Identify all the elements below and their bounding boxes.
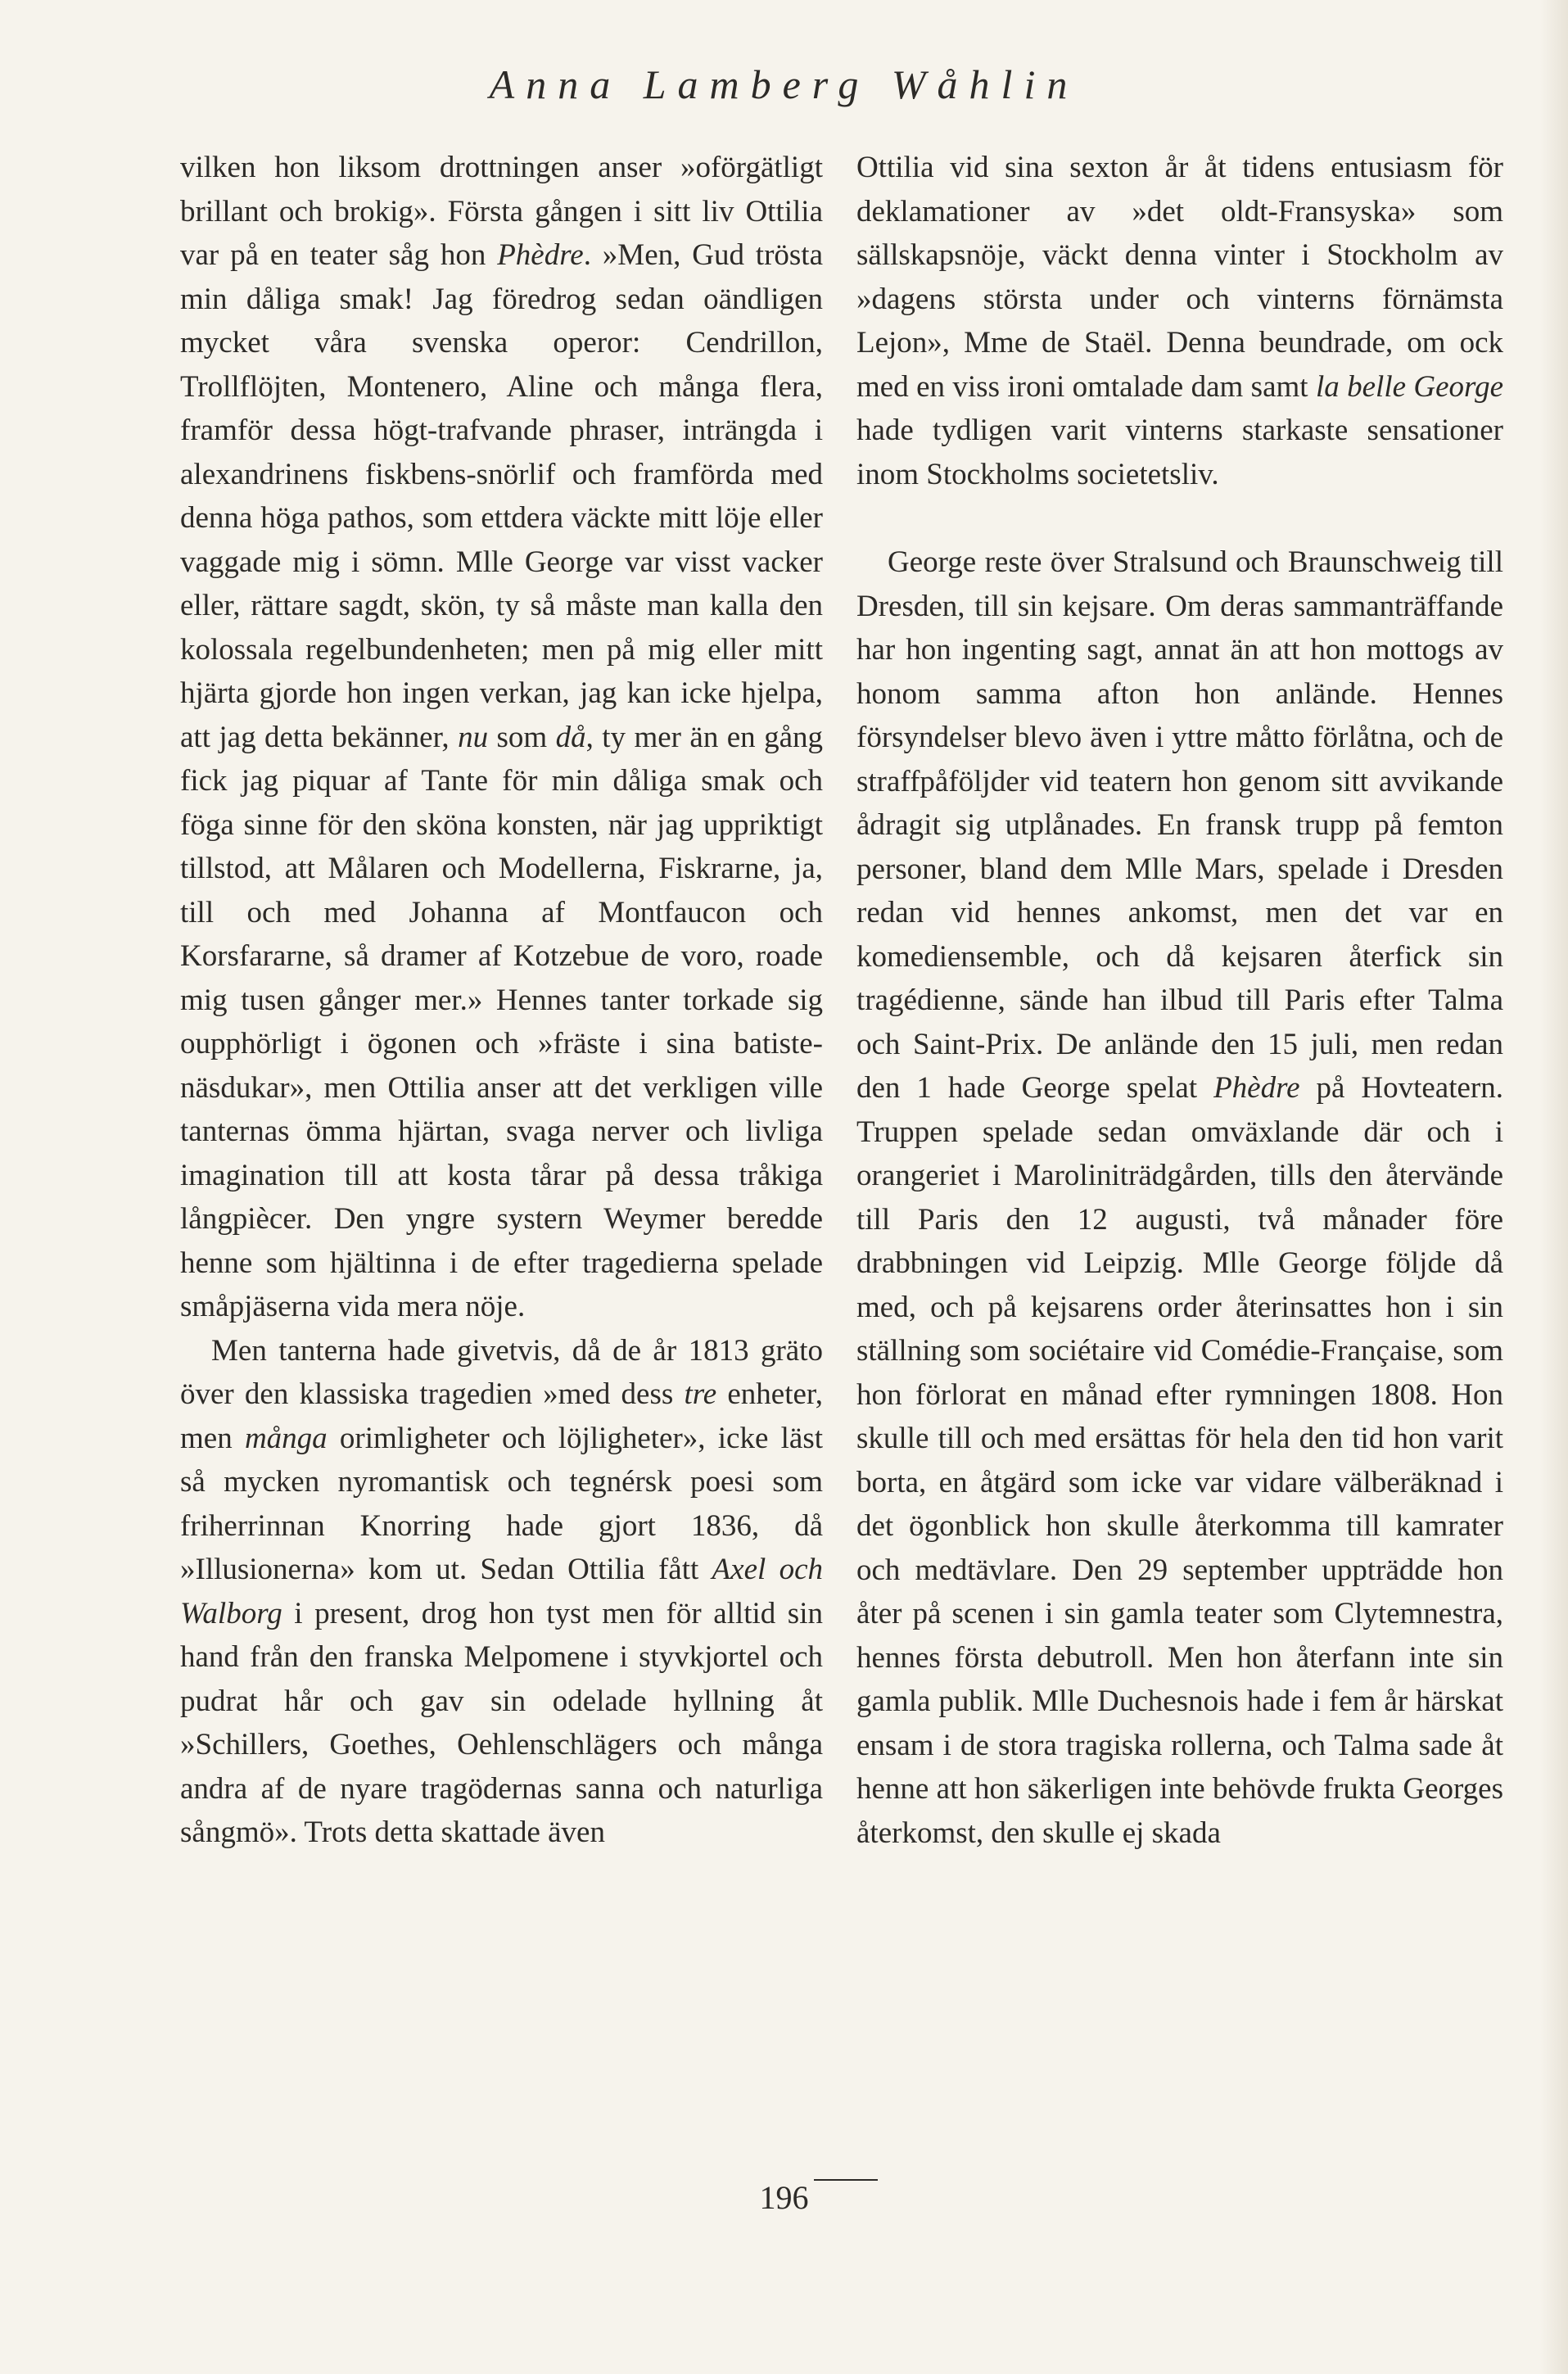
italic-word: tre <box>684 1377 717 1411</box>
text-run: hade tydligen varit vinterns starkaste sensationer inom Stockholms societetsliv. <box>856 414 1503 491</box>
text-run: George reste över Stralsund och Braunschweig till Dresden, till sin kejsare. Om deras sammanträffande har hon ingenting sagt, annat än att hon mottogs av honom samma afton hon anlände. Hennes försyndelser blevo även i yttre måtto förlåtna, och de straffpåföljder vid teatern hon genom sitt avvikande ådragit sig utplånades. En fransk trupp på femton personer, bland dem Mlle Mars, spelade i Dresden redan vid hennes ankomst, men det var en komediensemble, och då kejsaren återfick sin tragédienne, sände han ilbud till Paris efter Talma och Saint-Prix. De anlände den 15 juli, men redan den 1 hade George spelat <box>856 545 1503 1105</box>
text-run: vilken hon liksom drottningen anser »oförgätligt brillant och brokig». Första gången i sitt liv Ottilia var på en teater såg hon <box>180 151 823 272</box>
italic-word: då <box>555 720 586 754</box>
text-run: enheter, men <box>180 1377 823 1455</box>
page-edge-shadow <box>1540 0 1568 2374</box>
text-run: orimligheter och löjligheter», icke läst så mycken nyromantisk och tegnérsk poesi som friherrinnan Knorring hade gjort 1836, då »Illusionerna» kom ut. Sedan Ottilia fått <box>180 1421 824 1586</box>
paragraph <box>180 146 823 1329</box>
italic-title: Axel och Walborg <box>180 1553 823 1630</box>
italic-word: nu <box>458 720 489 754</box>
text-run: på Hovteatern. Truppen spelade sedan omväxlande där och i orangeriet i Maroliniträdgården, tills den återvände till Paris den 12 augusti, två månader före drabbningen vid Leipzig. Mlle George följde då med, och på kejsarens order återinsattes hon i sin ställning som sociétaire vid Comédie-Française, som hon förlorat en månad efter rymningen 1808. Hon skulle till och med ersättas för hela den tid hon varit borta, en åtgärd som icke var vidare välberäknad i det ögonblick hon skulle återkomma till kamrater och medtävlare. Den 29 september uppträdde hon åter på scenen i sin gamla teater som Clytemnestra, hennes första debutroll. Men hon återfann inte sin gamla publik. Mlle Duchesnois hade i fem år härskat ensam i de stora tragiska rollerna, och Talma sade åt henne att hon säkerligen inte behövde frukta Georges återkomst, den skulle ej skada <box>856 1071 1503 1850</box>
italic-title: Phèdre <box>497 238 584 272</box>
text-run: , ty mer än en gång fick jag piquar af Tante för min dåliga smak och föga sinne för den sköna konsten, när jag uppriktigt tillstod, att Målaren och Modellerna, Fiskrarne, ja, till och med Johanna af Montfaucon och Korsfararne, så dramer af Kotzebue de voro, roade mig tusen gånger mer.» Hennes tanter torkade sig oupphörligt i ögonen och »fräste i sina batiste-näsdukar», men Ottilia anser att det verkligen ville tanternas ömma hjärtan, svaga nerver och livliga imagination till att kosta tårar på dessa tråkiga långpiècer. Den yngre systern Weymer beredde henne som hjältinna i de efter tragedierna spelade småpjäserna vida mera nöje. <box>180 720 823 1323</box>
paragraph <box>180 1329 823 1855</box>
page-number: 196 <box>759 2179 809 2216</box>
italic-name: la belle George <box>1315 369 1503 404</box>
italic-word: många <box>244 1421 328 1455</box>
running-header: Anna Lamberg Wåhlin <box>489 61 1079 107</box>
right-column <box>856 146 1503 1855</box>
paragraph <box>856 146 1503 496</box>
italic-title: Phèdre <box>1213 1071 1300 1105</box>
left-column <box>180 146 823 1855</box>
text-run: som <box>488 720 556 754</box>
text-run: i present, drog hon tyst men för alltid sin hand från den franska Melpomene i styvkjortel och pudrat hår och gav sin odelade hyllning åt »Schillers, Goethes, Oehlenschlägers och många andra af de nyare tragödernas sanna och naturliga sångmö». Trots detta skattade även <box>180 1596 823 1849</box>
paragraph <box>856 540 1503 1855</box>
text-run: Men tanterna hade givetvis, då de år 1813 gräto över den klassiska tragedien »med dess <box>180 1333 823 1411</box>
text-run: Ottilia vid sina sexton år åt tidens entusiasm för deklamationer av »det oldt-Fransyska» som sällskapsnöje, väckt denna vinter i Stockholm av »dagens största under och vinterns förnämsta Lejon», Mme de Staël. Denna beundrade, om ock med en viss ironi omtalade dam samt <box>856 151 1503 404</box>
text-run: . »Men, Gud trösta min dåliga smak! Jag föredrog sedan oändligen mycket våra svenska operor: Cendrillon, Trollflöjten, Montenero, Aline och många flera, framför dessa högt-trafvande phraser, inträngda i alexandrinens fiskbens-snörlif och framförda med denna höga pathos, som ettdera väckte mitt löje eller vaggade mig i sömn. Mlle George var visst vacker eller, rättare sagdt, skön, ty så måste man kalla den kolossala regelbundenheten; men på mig eller mitt hjärta gjorde hon ingen verkan, jag kan icke hjelpa, att jag detta bekänner, <box>180 238 823 754</box>
